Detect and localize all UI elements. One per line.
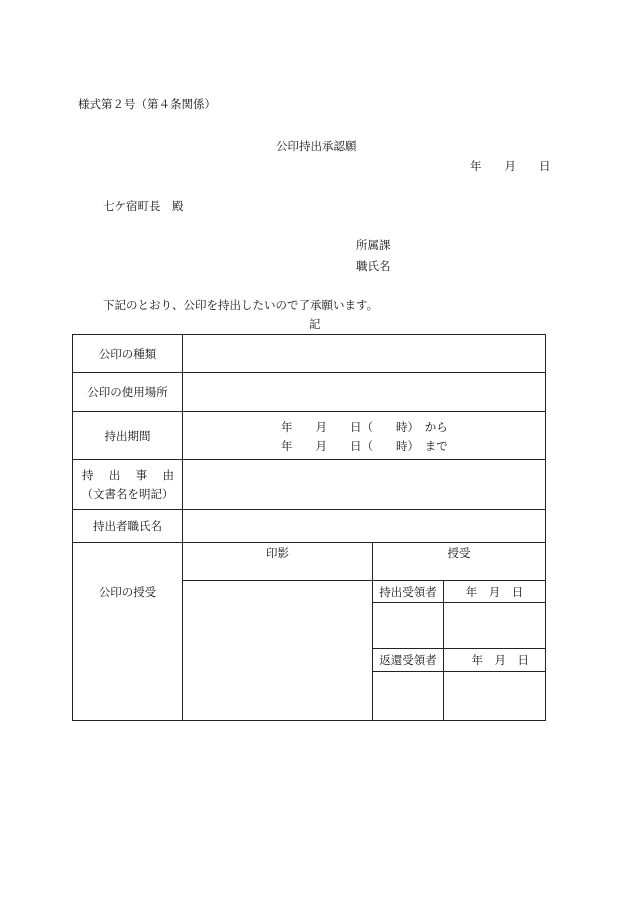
takeout-receiver-blank bbox=[373, 603, 444, 649]
row-carrier bbox=[73, 510, 546, 543]
seal-type-field[interactable] bbox=[183, 335, 546, 373]
period-from: 年 月 日（ 時） から bbox=[281, 420, 448, 434]
reason-note: （文書名を明記） bbox=[81, 487, 174, 501]
row-handover-header bbox=[73, 543, 546, 581]
period-field[interactable] bbox=[183, 412, 546, 460]
reason-char-2: 出 bbox=[108, 468, 121, 482]
reason-char-1: 持 bbox=[82, 468, 94, 482]
return-date[interactable]: 年 月 日 bbox=[444, 649, 546, 672]
carrier-name-label: 持出者職氏名 bbox=[73, 510, 183, 543]
carrier-name-field[interactable] bbox=[183, 510, 546, 543]
row-seal-type bbox=[73, 335, 546, 373]
approval-form-table bbox=[72, 334, 546, 721]
reason-char-4: 由 bbox=[162, 468, 174, 482]
return-receiver-blank bbox=[373, 672, 444, 721]
imprint-header: 印影 bbox=[183, 543, 373, 581]
seal-type-label: 公印の種類 bbox=[73, 335, 183, 373]
name-label: 職氏名 bbox=[356, 259, 391, 273]
row-seal-place bbox=[73, 373, 546, 412]
period-to: 年 月 日（ 時） まで bbox=[281, 439, 448, 453]
ki-label: 記 bbox=[309, 317, 321, 331]
reason-char-3: 事 bbox=[135, 468, 148, 482]
seal-place-field[interactable] bbox=[183, 373, 546, 412]
takeout-date[interactable]: 年 月 日 bbox=[444, 581, 546, 603]
page-title: 公印持出承認願 bbox=[276, 139, 357, 153]
request-text: 下記のとおり、公印を持出したいので了承願います。 bbox=[103, 298, 379, 312]
row-period bbox=[73, 412, 546, 460]
imprint-field[interactable] bbox=[183, 581, 373, 721]
reason-label bbox=[73, 460, 183, 510]
return-receiver-label: 返還受領者 bbox=[373, 649, 444, 672]
receipt-header: 授受 bbox=[373, 543, 546, 581]
form-number: 様式第２号（第４条関係） bbox=[78, 97, 216, 111]
addressee: 七ケ宿町長 殿 bbox=[103, 199, 184, 213]
row-reason bbox=[73, 460, 546, 510]
handover-label: 公印の授受 bbox=[73, 543, 183, 721]
takeout-sign-field[interactable] bbox=[444, 603, 546, 649]
return-sign-field[interactable] bbox=[444, 672, 546, 721]
period-label: 持出期間 bbox=[73, 412, 183, 460]
reason-field[interactable] bbox=[183, 460, 546, 510]
takeout-receiver-label: 持出受領者 bbox=[373, 581, 444, 603]
department-label: 所属課 bbox=[356, 238, 391, 252]
seal-place-label: 公印の使用場所 bbox=[73, 373, 183, 412]
date-line: 年 月 日 bbox=[470, 159, 551, 173]
